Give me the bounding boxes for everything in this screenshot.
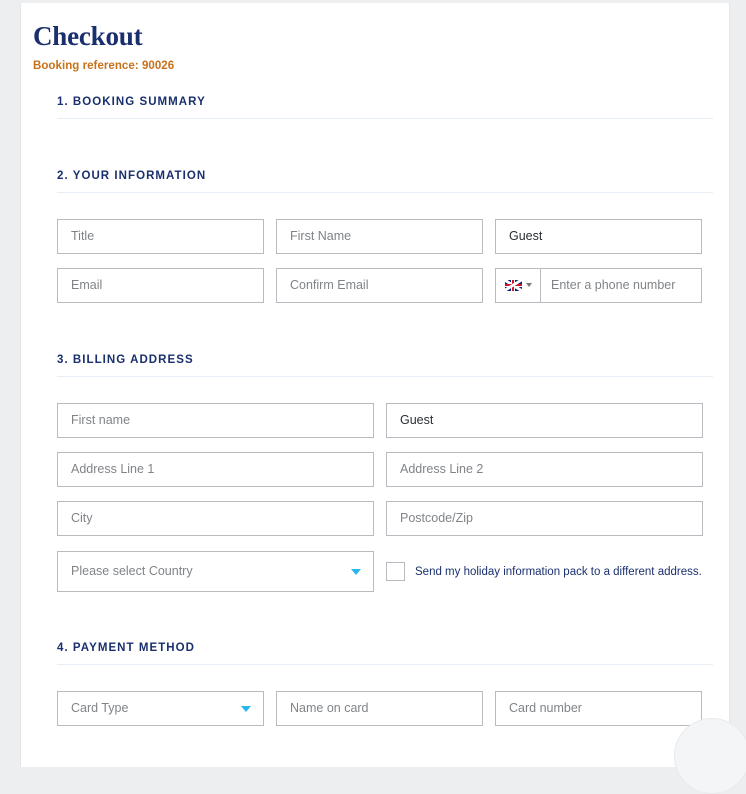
postcode-input[interactable]: Postcode/Zip xyxy=(386,501,703,536)
billing-row-1 xyxy=(57,403,713,438)
checkout-page-card xyxy=(20,3,730,767)
page-title: Checkout xyxy=(33,21,143,51)
city-input[interactable]: City xyxy=(57,501,374,536)
section-payment-method xyxy=(21,642,729,726)
address-line-2-input[interactable]: Address Line 2 xyxy=(386,452,703,487)
email-input[interactable]: Email xyxy=(57,268,264,303)
section-heading-your-information: 2. YOUR INFORMATION xyxy=(57,169,207,182)
booking-reference: Booking reference: 90026 xyxy=(33,59,175,72)
section-heading-billing-address: 3. BILLING ADDRESS xyxy=(57,353,194,366)
section-divider xyxy=(57,118,713,119)
card-type-select-value: Card Type xyxy=(71,701,129,716)
section-divider xyxy=(57,376,713,377)
billing-first-name-input[interactable]: First name xyxy=(57,403,374,438)
name-on-card-input[interactable]: Name on card xyxy=(276,691,483,726)
section-heading-payment-method: 4. PAYMENT METHOD xyxy=(57,641,195,654)
section-heading-booking-summary: 1. BOOKING SUMMARY xyxy=(57,95,206,108)
different-address-checkbox[interactable] xyxy=(386,562,405,581)
card-number-input[interactable]: Card number xyxy=(495,691,702,726)
different-address-label: Send my holiday information pack to a different address. xyxy=(415,565,702,578)
address-line-1-input[interactable]: Address Line 1 xyxy=(57,452,374,487)
billing-row-2 xyxy=(57,452,713,487)
title-input[interactable]: Title xyxy=(57,219,264,254)
chat-widget-button[interactable] xyxy=(674,718,746,794)
country-select[interactable] xyxy=(57,551,374,592)
section-your-information xyxy=(21,170,729,303)
billing-row-4 xyxy=(57,551,713,592)
card-type-select[interactable] xyxy=(57,691,264,726)
section-booking-summary xyxy=(21,96,729,119)
section-billing-address xyxy=(21,354,729,592)
phone-country-select[interactable] xyxy=(495,268,540,303)
phone-number-input[interactable]: Enter a phone number xyxy=(540,268,702,303)
chevron-down-icon xyxy=(526,283,532,287)
first-name-input[interactable]: First Name xyxy=(276,219,483,254)
phone-field-group xyxy=(495,268,702,303)
uk-flag-icon xyxy=(505,280,522,291)
billing-row-3 xyxy=(57,501,713,536)
different-address-checkbox-row[interactable] xyxy=(386,551,703,592)
chevron-down-icon xyxy=(351,569,361,575)
your-information-row-2 xyxy=(57,268,713,303)
country-select-value: Please select Country xyxy=(71,564,193,579)
payment-row-1 xyxy=(57,691,713,726)
chevron-down-icon xyxy=(241,706,251,712)
section-divider xyxy=(57,664,713,665)
section-divider xyxy=(57,192,713,193)
billing-last-name-input[interactable]: Guest xyxy=(386,403,703,438)
confirm-email-input[interactable]: Confirm Email xyxy=(276,268,483,303)
your-information-row-1 xyxy=(57,219,713,254)
last-name-input[interactable]: Guest xyxy=(495,219,702,254)
